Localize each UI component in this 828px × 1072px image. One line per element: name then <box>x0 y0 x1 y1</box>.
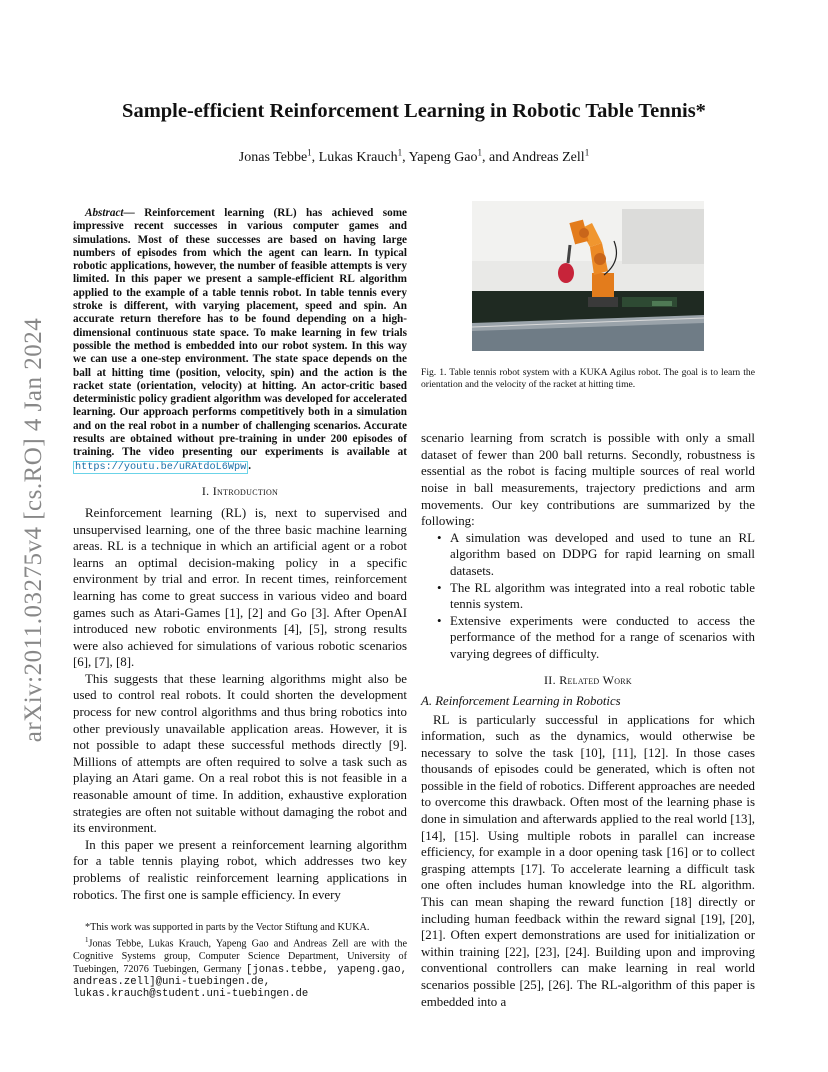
footnote-affiliation: $^1$Jonas Tebbe, Lukas Krauch, Yapeng Gao and Andreas Zell are with the Cognitive Systems group, Computer Science Department, University of Tuebingen, 72076 Tuebingen, Germany [jonas.tebbe, yapeng.gao, andreas.zell]@uni-tuebingen.de, lukas.krauch@student.uni-tuebingen.de <box>73 936 407 1001</box>
list-item: • A simulation was developed and used to tune an RL algorithm based on DDPG for rapid learning on small datasets. <box>421 530 755 580</box>
author: Lukas Krauch$^1$, <box>318 147 409 165</box>
author: Yapeng Gao$^1$, and <box>408 147 512 165</box>
author-list <box>60 147 768 166</box>
robot-photo-illustration <box>472 201 704 351</box>
abstract: Abstract— Reinforcement learning (RL) has achieved some impressive recent successes in various computer games and simulations. Most of these successes are based on having large numbers of episodes from which the agent can learn. In typical robotic applications, however, the number of feasible attempts is very limited. In this paper we present a sample-efficient RL algorithm applied to the example of a table tennis robot. In table tennis every stroke is different, with varying placement, speed and spin. An accurate return therefore has to be found depending on a high-dimensional continuous state space. To make learning in few trials possible the method is embedded into our robot system. In this way we can use a one-step environment. The state space depends on the ball at hitting time (position, velocity, spin) and the action is the racket state (orientation, velocity) at hitting. An actor-critic based deterministic policy gradient algorithm was developed for accelerated learning. Our approach performs competitively both in a simulation and on the real robot in a number of challenging scenarios. Accurate results are obtained without pre-training in under 200 episodes of training. The video presenting our experiments is available at https://youtu.be/uRAtdoL6Wpw . <box>73 207 407 473</box>
author-emails: [jonas.tebbe, yapeng.gao, andreas.zell]@uni-tuebingen.de, lukas.krauch@student.uni-tuebingen.de <box>73 963 407 1001</box>
list-item: • Extensive experiments were conducted to access the performance of the method for a range of scenarios with varying degrees of difficulty. <box>421 613 755 663</box>
paper-title: Sample-efficient Reinforcement Learning in Robotic Table Tennis* <box>122 100 706 122</box>
list-item: • The RL algorithm was integrated into a real robotic table tennis system. <box>421 580 755 613</box>
abstract-text: — Reinforcement learning (RL) has achieved some impressive recent successes in various computer games and simulations. Most of these successes are based on having large numbers of episodes from which the agent can learn. In typical robotic applications, however, the number of feasible attempts is very limited. In this paper we present a sample-efficient RL algorithm applied to the example of a table tennis robot. In table tennis every stroke is different, with varying placement, speed and spin. An accurate return therefore has to be found depending on a high-dimensional continuous state space. To make learning in few trials possible the method is embedded into our robot system. In this way we can use a one-step environment. The state space depends on the ball at hitting time (position, velocity, spin) and the action is the racket state (orientation, velocity) at hitting. An actor-critic based deterministic policy gradient algorithm was developed for accelerated learning. Our approach performs competitively both in a simulation and on the real robot in a number of challenging scenarios. Accurate results are obtained without pre-training in under 200 episodes of training. The video presenting our experiments is available at <box>73 207 407 459</box>
arxiv-stamp <box>14 300 54 760</box>
section-heading-introduction: I. Introduction <box>201 483 279 498</box>
video-link[interactable]: https://youtu.be/uRAtdoL6Wpw <box>75 461 247 473</box>
section-heading-related-work: II. Related Work <box>543 672 633 687</box>
abstract-label: Abstract <box>85 207 124 219</box>
intro-paragraph: Reinforcement learning (RL) is, next to supervised and unsupervised learning, one of the three basic machine learning areas. RL is a technique in which an artificial agent or a robot learns an optimal decision-making policy in a specific environment by trial and error. In recent times, reinforcement learning has come to great success in various video and board games such as Atari-Games [1], [2] and Go [3]. After OpenAI introduced new robotic environments [4], [5], strong results were also achieved for simulations of various robotic scenarios [6], [7], [8]. <box>73 505 407 670</box>
footnote-funding: *This work was supported in parts by the Vector Stiftung and KUKA. <box>85 922 370 933</box>
left-column <box>73 207 407 903</box>
subsection-heading: A. Reinforcement Learning in Robotics <box>421 693 621 708</box>
figure-caption: Fig. 1. Table tennis robot system with a KUKA Agilus robot. The goal is to learn the orientation and the velocity of the racket at hitting time. <box>421 367 755 390</box>
intro-paragraph: In this paper we present a reinforcement learning algorithm for a table tennis playing robot, which addresses two key problems of realistic reinforcement learning applications in robotics. The first one is sample efficiency. In every <box>73 837 407 902</box>
robot-photo <box>472 201 704 351</box>
contributions-list <box>421 530 755 663</box>
body-paragraph: scenario learning from scratch is possible with only a small dataset of fewer than 200 ball returns. Secondly, robustness is essential as the robot is facing multiple sources of real world noise in ball measurements, trajectory predictions and arm movements. Our key contributions are summarized by the following: <box>421 431 755 529</box>
right-column <box>421 201 755 1010</box>
intro-paragraph: This suggests that these learning algorithms might also be used to control real robots. It could shorten the development process for new control algorithms and thus bring robotics into other previously unavailable application areas. However, it is not possible to adapt these successful methods directly [9]. Millions of attempts are often required to solve a task such as playing an Atari game. On a real robot this is not feasible in a reasonable amount of time. In addition, exhaustive exploration strategies are often not suitable without damaging the robot and its environment. <box>73 671 407 836</box>
body-paragraph: RL is particularly successful in applications for which information, such as the dynamics, would otherwise be necessary to solve the task [10], [11], [12]. In those cases thousands of episodes could be generated, which is often not possible in the field of robotics. Different approaches are needed to overcome this drawback. Often most of the learning phase is done in simulation and afterwards applied to the real world [13], [14], [15]. Using multiple robots in parallel can increase efficiency, for example in a door opening task [16] or to collect grasping attempts [17]. To accelerate learning a difficult task one often includes human knowledge into the RL algorithm. This can mean shaping the reward function [18] directly or including human feedback within the reward signal [19], [20], [21]. Often expert demonstrations are used for initialization or within training [22], [23], [24]. Building upon and improving conventional controllers can make learning in real world scenarios possible [25], [26]. The RL-algorithm of this paper is embedded into a <box>421 712 755 1009</box>
author: Jonas Tebbe$^1$, <box>238 147 319 165</box>
arxiv-stamp-text: arXiv:2011.03275v4 [cs.RO] 4 Jan 2024 <box>20 317 48 743</box>
author: Andreas Zell$^1$ <box>511 147 590 165</box>
footnotes <box>73 922 407 1001</box>
